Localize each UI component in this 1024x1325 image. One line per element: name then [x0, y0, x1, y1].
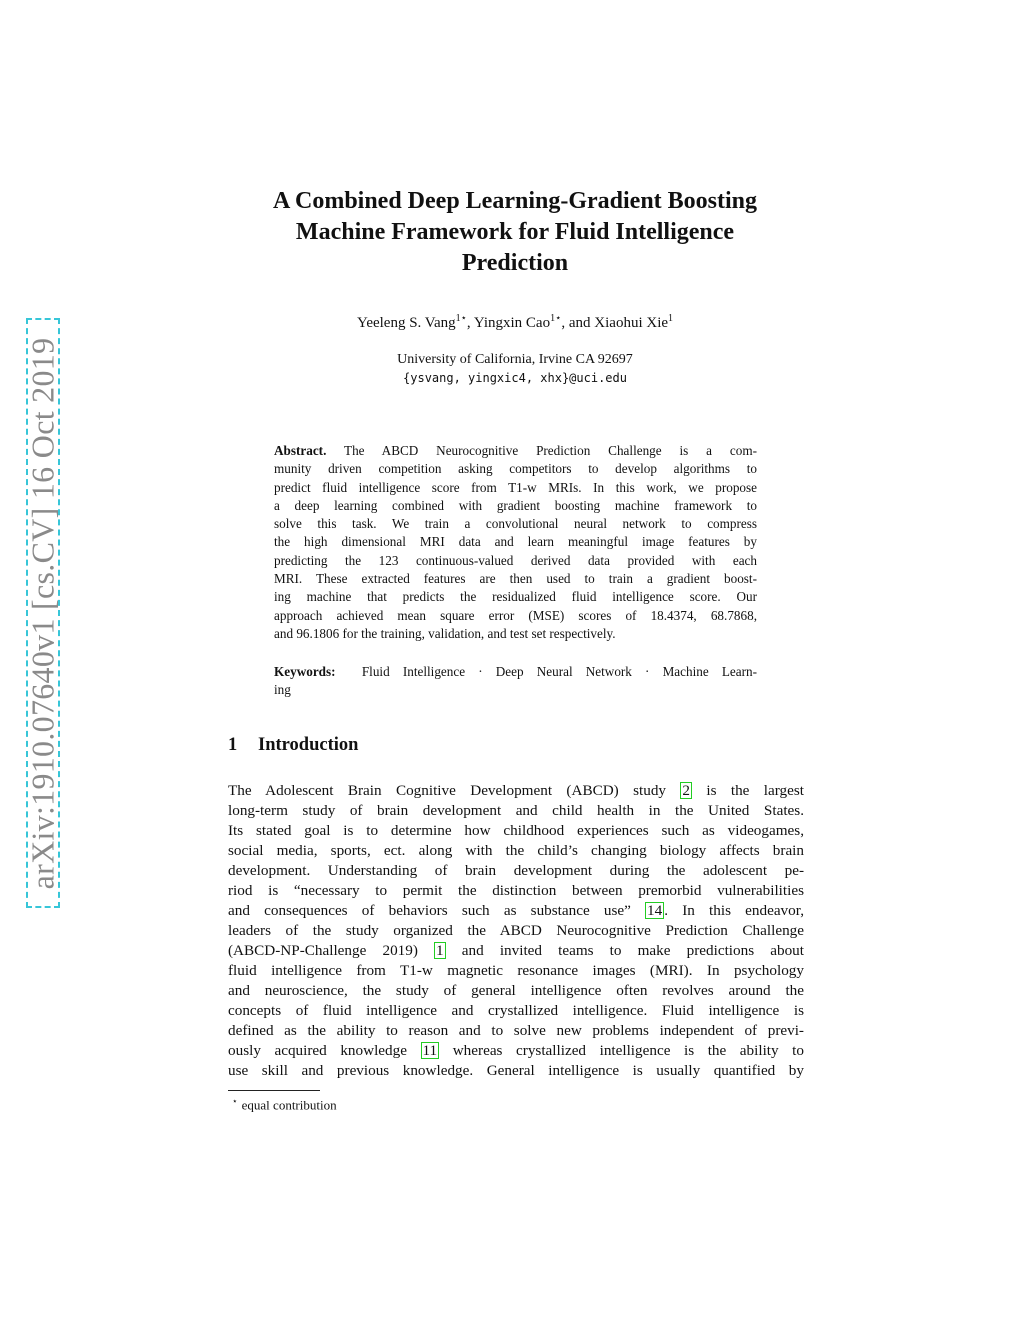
author-affiliation-mark: 1⋆: [455, 313, 467, 324]
citation-link[interactable]: 1: [436, 942, 444, 959]
abstract-label: Abstract.: [274, 443, 327, 458]
keywords-line: Keywords: Fluid Intelligence · Deep Neural Network · Machine Learn-: [274, 664, 758, 679]
author-list: Yeeleng S. Vang$^{1⋆}$, Yingxin Cao$^{1⋆}$, and Xiaohui Xie$^1$: [356, 313, 674, 331]
arxiv-identifier: arXiv:1910.07640v1 [cs.CV] 16 Oct 2019: [24, 337, 61, 889]
arxiv-identifier-stamp: [26, 318, 60, 908]
text-line: concepts of fluid intelligence and crystallized intelligence. Fluid intelligence is: [228, 1002, 804, 1019]
section-heading: [228, 735, 358, 756]
title-line: Machine Framework for Fluid Intelligence: [295, 219, 735, 245]
text-line: ously acquired knowledge 11 whereas crystallized intelligence is the ability to: [228, 1042, 804, 1059]
author-affiliation-mark: 1⋆: [550, 313, 562, 324]
title-line: Prediction: [461, 250, 569, 276]
text-line: social media, sports, ect. along with the child’s changing biology affects brain: [228, 842, 804, 859]
text-line: leaders of the study organized the ABCD Neurocognitive Prediction Challenge: [228, 922, 804, 939]
abstract-line: and 96.1806 for the training, validation, and test set respectively.: [274, 625, 616, 641]
abstract-line: ing machine that predicts the residualized fluid intelligence score. Our: [274, 589, 757, 605]
text-line: defined as the ability to reason and to solve new problems independent of previ-: [228, 1022, 804, 1039]
abstract-line: Abstract. The ABCD Neurocognitive Prediction Challenge is a com-: [274, 443, 757, 458]
text-line: Its stated goal is to determine how childhood experiences such as videogames,: [228, 822, 804, 839]
abstract-line: a deep learning combined with gradient boosting machine framework to: [274, 497, 757, 513]
author-name: Yingxin Cao: [473, 315, 551, 331]
text-line: The Adolescent Brain Cognitive Development (ABCD) study 2 is the largest: [228, 782, 804, 799]
abstract-line: predicting the 123 continuous-valued derived data provided with each: [274, 552, 757, 568]
text-line: and consequences of behaviors such as substance use” 14 . In this endeavor,: [228, 902, 804, 919]
citation-link[interactable]: 2: [682, 782, 690, 799]
introduction-text: [228, 781, 804, 1081]
title-line: A Combined Deep Learning-Gradient Boosting: [272, 188, 758, 214]
text-line: fluid intelligence from T1-w magnetic resonance images (MRI). In psychology: [228, 962, 804, 979]
text-line: development. Understanding of brain development during the adolescent pe-: [228, 862, 804, 879]
citation-link[interactable]: 14: [647, 902, 663, 919]
footnote-divider: [228, 1090, 320, 1091]
text-line: and neuroscience, the study of general intelligence often revolves around the: [228, 982, 804, 999]
text-line: (ABCD-NP-Challenge 2019) 1 and invited teams to make predictions about: [228, 942, 804, 959]
abstract-line: predict fluid intelligence score from T1-w MRIs. In this work, we propose: [274, 479, 757, 495]
author-name: Yeeleng S. Vang: [356, 315, 456, 331]
section-title: Introduction: [258, 735, 359, 755]
affiliation-block: [200, 350, 830, 388]
abstract-line: solve this task. We train a convolutional neural network to compress: [274, 516, 757, 532]
abstract: [274, 442, 757, 643]
text-line: riod is “necessary to permit the distinction between premorbid vulnerabilities: [228, 882, 804, 899]
abstract-line: MRI. These extracted features are then used to train a gradient boost-: [274, 571, 757, 587]
footnote: [232, 1096, 337, 1113]
abstract-line: approach achieved mean square error (MSE) scores of 18.4374, 68.7868,: [274, 607, 757, 623]
abstract-line: the high dimensional MRI data and learn meaningful image features by: [274, 534, 757, 550]
footnote-text: equal contribution: [241, 1097, 337, 1113]
keywords-label: Keywords:: [274, 664, 336, 679]
author-emails: {ysvang, yingxic4, xhx}@uci.edu: [403, 371, 627, 385]
keywords-line: ing: [274, 682, 291, 698]
text-line: use skill and previous knowledge. General intelligence is usually quantified by: [228, 1062, 804, 1079]
institution: University of California, Irvine CA 92697: [397, 352, 633, 367]
keywords: [274, 663, 757, 700]
footnote-mark: ⋆: [232, 1096, 238, 1106]
paper-title: [200, 186, 830, 279]
text-line: long-term study of brain development and child health in the United States.: [228, 802, 804, 819]
author-affiliation-mark: 1: [668, 313, 674, 324]
section-number: 1: [228, 735, 238, 755]
citation-link[interactable]: 11: [422, 1042, 438, 1059]
author-name: Xiaohui Xie: [594, 315, 669, 331]
abstract-line: munity driven competition asking competitors to develop algorithms to: [274, 461, 757, 477]
